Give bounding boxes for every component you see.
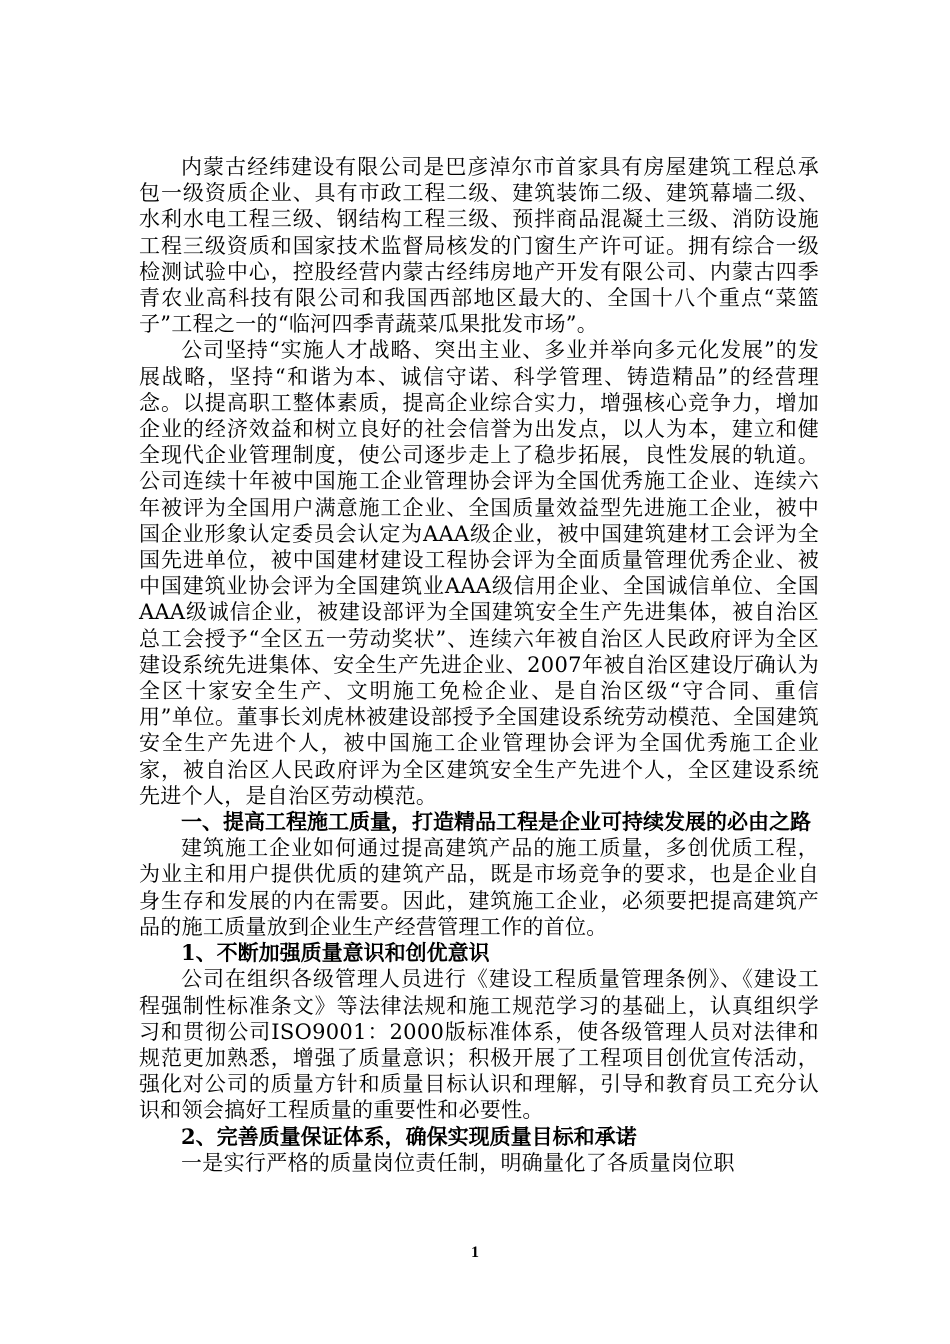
paragraph-quality-awareness: 公司在组织各级管理人员进行《建设工程质量管理条例》、《建设工程强制性标准条文》等法律法规和施工规范学习的基础上，认真组织学习和贯彻公司ISO9001：2000版标准体系，使各级管理人员对法律和规范更加熟悉，增强了质量意识；积极开展了工程项目创优宣传活动，强化对公司的质量方针和质量目标认识和理解，引导和教育员工充分认识和领会搞好工程质量的重要性和必要性。 xyxy=(139,967,819,1123)
document-body xyxy=(139,154,819,1176)
section-heading-1: 一、提高工程施工质量，打造精品工程是企业可持续发展的必由之路 xyxy=(181,809,811,835)
paragraph-quality-system: 一是实行严格的质量岗位责任制，明确量化了各质量岗位职 xyxy=(181,1150,735,1175)
subheading-1: 1、不断加强质量意识和创优意识 xyxy=(181,940,490,966)
paragraph-quality-importance: 建筑施工企业如何通过提高建筑产品的施工质量，多创优质工程，为业主和用户提供优质的建筑产品，既是市场竞争的要求，也是企业自身生存和发展的内在需要。因此，建筑施工企业，必须要把提高建筑产品的施工质量放到企业生产经营管理工作的首位。 xyxy=(139,836,819,939)
paragraph-company-strategy: 公司坚持“实施人才战略、突出主业、多业并举向多元化发展”的发展战略，坚持“和谐为本、诚信守诺、科学管理、铸造精品”的经营理念。以提高职工整体素质，提高企业综合实力，增强核心竞争力，增加企业的经济效益和树立良好的社会信誉为出发点，以人为本，建立和健全现代企业管理制度，使公司逐步走上了稳步拓展，良性发展的轨道。公司连续十年被中国施工企业管理协会评为全国优秀施工企业、连续六年被评为全国用户满意施工企业、全国质量效益型先进施工企业，被中国企业形象认定委员会认定为AAA级企业，被中国建筑建材工会评为全国先进单位，被中国建材建设工程协会评为全面质量管理优秀企业、被中国建筑业协会评为全国建筑业AAA级信用企业、全国诚信单位、全国AAA级诚信企业，被建设部评为全国建筑安全生产先进集体，被自治区总工会授予“全区五一劳动奖状”、连续六年被自治区人民政府评为全区建设系统先进集体、安全生产先进企业、2007年被自治区建设厅确认为全区十家安全生产、文明施工免检企业、是自治区级“守合同、重信用”单位。董事长刘虎林被建设部授予全国建设系统劳动模范、全国建筑安全生产先进个人，被中国施工企业管理协会评为全国优秀施工企业家，被自治区人民政府评为全区建筑安全生产先进个人，全区建设系统先进个人，是自治区劳动模范。 xyxy=(139,338,819,808)
page-number: 1 xyxy=(471,1244,479,1261)
paragraph-company-intro: 内蒙古经纬建设有限公司是巴彦淖尔市首家具有房屋建筑工程总承包一级资质企业、具有市政工程二级、建筑装饰二级、建筑幕墙二级、水利水电工程三级、钢结构工程三级、预拌商品混凝土三级、消防设施工程三级资质和国家技术监督局核发的门窗生产许可证。拥有综合一级检测试验中心，控股经营内蒙古经纬房地产开发有限公司、内蒙古四季青农业高科技有限公司和我国西部地区最大的、全国十八个重点“菜篮子”工程之一的“临河四季青蔬菜瓜果批发市场”。 xyxy=(139,155,819,337)
subheading-2: 2、完善质量保证体系，确保实现质量目标和承诺 xyxy=(181,1123,637,1149)
